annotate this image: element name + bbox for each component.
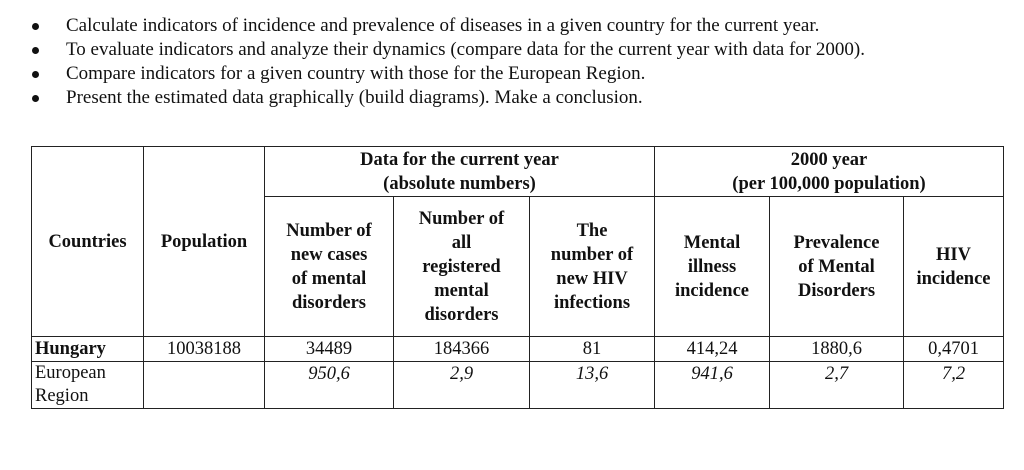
bullet-icon <box>32 23 39 30</box>
country-line: Region <box>35 386 89 406</box>
task-list <box>28 14 865 110</box>
cell-mental-incidence: 414,24 <box>655 337 770 362</box>
header-line: new cases <box>290 244 368 265</box>
cell-country: Hungary <box>32 337 144 362</box>
header-line: illness <box>687 256 737 277</box>
header-hiv-new <box>530 197 655 337</box>
header-line: of mental <box>291 268 367 289</box>
task-text: To evaluate indicators and analyze their dynamics (compare data for the current year with data for 2000). <box>66 39 865 60</box>
header-population: Population <box>144 147 265 337</box>
cell-new-cases: 34489 <box>265 337 394 362</box>
bullet-icon <box>32 95 39 102</box>
cell-population: 10038188 <box>144 337 265 362</box>
task-text: Compare indicators for a given country with those for the European Region. <box>66 63 646 84</box>
task-item <box>28 62 865 86</box>
cell-country <box>32 362 144 409</box>
header-countries: Countries <box>32 147 144 337</box>
cell-hiv-incidence: 7,2 <box>904 362 1004 409</box>
header-new-cases <box>265 197 394 337</box>
header-line: all <box>451 232 472 253</box>
bullet-icon <box>32 47 39 54</box>
header-line: Mental <box>683 232 741 253</box>
header-line: HIV <box>936 244 971 265</box>
header-current-year-line2: (absolute numbers) <box>383 173 536 194</box>
cell-hiv-incidence: 0,4701 <box>904 337 1004 362</box>
header-2000-year-line2: (per 100,000 population) <box>732 173 926 194</box>
header-line: disorders <box>424 304 499 325</box>
header-line: incidence <box>916 268 991 289</box>
header-line: Disorders <box>797 280 876 301</box>
header-2000-year <box>655 147 1004 197</box>
header-line: Number of <box>418 208 505 229</box>
cell-new-cases: 950,6 <box>265 362 394 409</box>
header-line: disorders <box>292 292 366 313</box>
header-line: registered <box>422 256 501 277</box>
bullet-icon <box>32 71 39 78</box>
task-text: Present the estimated data graphically (build diagrams). Make a conclusion. <box>66 87 643 108</box>
cell-prevalence: 1880,6 <box>770 337 904 362</box>
header-current-year-line1: Data for the current year <box>360 149 559 170</box>
cell-registered: 2,9 <box>394 362 530 409</box>
header-line: The <box>576 220 608 241</box>
cell-hiv-new: 81 <box>530 337 655 362</box>
header-2000-year-line1: 2000 year <box>790 149 868 170</box>
task-item <box>28 14 865 38</box>
header-line: Number of <box>286 220 372 241</box>
header-line: new HIV <box>556 268 628 289</box>
header-line: of Mental <box>798 256 875 277</box>
cell-registered: 184366 <box>394 337 530 362</box>
country-line: European <box>35 363 106 383</box>
indicators-table <box>31 146 1004 409</box>
header-line: Prevalence <box>793 232 880 253</box>
header-current-year <box>265 147 655 197</box>
header-hiv-incidence <box>904 197 1004 337</box>
header-registered <box>394 197 530 337</box>
cell-mental-incidence: 941,6 <box>655 362 770 409</box>
header-line: number of <box>550 244 634 265</box>
header-mental-incidence <box>655 197 770 337</box>
task-text: Calculate indicators of incidence and prevalence of diseases in a given country for the current year. <box>66 15 820 36</box>
header-line: infections <box>553 292 631 313</box>
header-line: mental <box>434 280 489 301</box>
cell-population <box>144 362 265 409</box>
task-item <box>28 86 865 110</box>
header-prevalence <box>770 197 904 337</box>
task-item <box>28 38 865 62</box>
table-row <box>32 337 1004 362</box>
cell-hiv-new: 13,6 <box>530 362 655 409</box>
table-row <box>32 362 1004 409</box>
header-line: incidence <box>675 280 749 301</box>
group-header-row <box>32 147 1004 197</box>
cell-prevalence: 2,7 <box>770 362 904 409</box>
